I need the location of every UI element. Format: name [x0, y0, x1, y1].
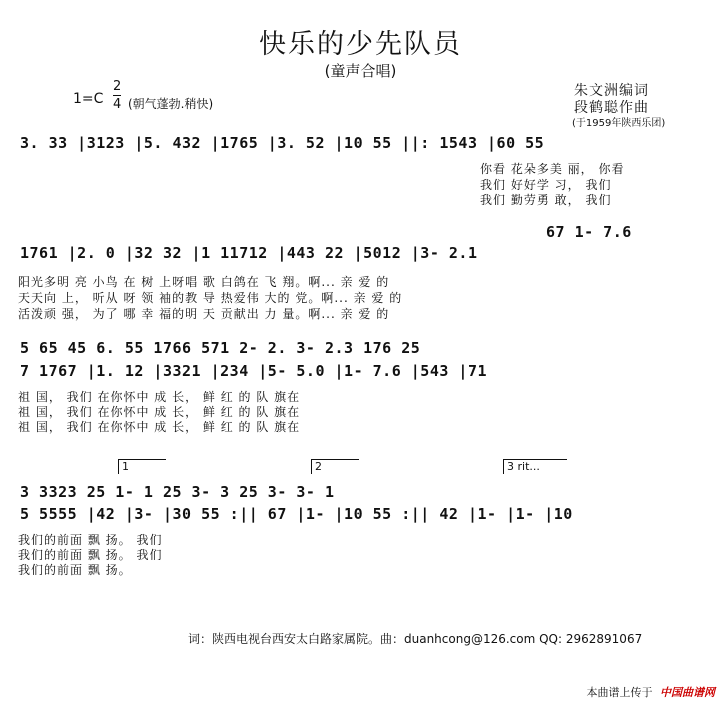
- tempo-marking: (朝气蓬勃.稍快): [128, 97, 214, 111]
- system1-notes: 3. 33 |3123 |5. 432 |1765 |3. 52 |10 55 ||: 1543 |60 55: [20, 134, 545, 152]
- system4-lyric-verse1: 我们的前面 飘 扬。 我们: [18, 533, 163, 547]
- system2-notes: 1761 |2. 0 |32 32 |1 11712 |443 22 |5012 |3- 2.1: [20, 244, 478, 262]
- system4-upper-voice: 3 3323 25 1- 1 25 3- 3 25 3- 3- 1: [20, 483, 335, 501]
- song-title: 快乐的少先队员: [259, 29, 462, 60]
- lyricist: 朱文洲编词: [574, 83, 649, 99]
- key-signature: 1=C: [73, 91, 104, 107]
- system2-lyric-verse2: 天天向 上， 听从 呀 领 袖的教 导 热爱伟 大的 党。啊... 亲 爱 的: [18, 291, 403, 305]
- volta-ending-1: 1: [118, 459, 166, 474]
- system1-lyric-verse3: 我们 勤劳勇 敢， 我们: [480, 193, 612, 207]
- system3-lyric-verse3: 祖 国， 我们 在你怀中 成 长， 鲜 红 的 队 旗在: [18, 420, 301, 434]
- system3-upper-voice: 5 65 45 6. 55 1766 571 2- 2. 3- 2.3 176 25: [20, 339, 421, 357]
- system3-notes: 7 1767 |1. 12 |3321 |234 |5- 5.0 |1- 7.6 |543 |71: [20, 362, 488, 380]
- meter-bottom: 4: [113, 97, 122, 112]
- song-subtitle: (童声合唱): [324, 62, 397, 80]
- system1-lyric-verse2: 我们 好好学 习， 我们: [480, 178, 612, 192]
- site-logo[interactable]: 中国曲谱网: [660, 686, 715, 699]
- system4-lyric-verse3: 我们的前面 飘 扬。: [18, 563, 132, 577]
- system2-lyric-verse3: 活泼顽 强， 为了 哪 幸 福的明 天 贡献出 力 量。啊... 亲 爱 的: [18, 307, 390, 321]
- upload-label: 本曲谱上传于: [586, 686, 653, 699]
- system2-lyric-verse1: 阳光多明 亮 小鸟 在 树 上呀唱 歌 白鸽在 飞 翔。啊... 亲 爱 的: [18, 275, 390, 289]
- composer: 段鹤聪作曲: [574, 100, 649, 116]
- time-signature: [113, 78, 121, 113]
- volta-ending-3: 3 rit...: [503, 459, 567, 474]
- system3-lyric-verse2: 祖 国， 我们 在你怀中 成 长， 鲜 红 的 队 旗在: [18, 405, 301, 419]
- system3-lyric-verse1: 祖 国， 我们 在你怀中 成 长， 鲜 红 的 队 旗在: [18, 390, 301, 404]
- system4-lyric-verse2: 我们的前面 飘 扬。 我们: [18, 548, 163, 562]
- system4-notes: 5 5555 |42 |3- |30 55 :|| 67 |1- |10 55 :|| 42 |1- |1- |10: [20, 505, 573, 523]
- meter-top: 2: [113, 79, 122, 94]
- upload-notice: [587, 684, 716, 700]
- system2-upper-voice: 67 1- 7.6: [546, 223, 632, 241]
- volta-ending-2: 2: [311, 459, 359, 474]
- premiere-note: (于1959年陕西乐团): [572, 118, 666, 129]
- system1-lyric-verse1: 你看 花朵多美 丽， 你看: [480, 162, 625, 176]
- footer-credits: 词：陕西电视台西安太白路家属院。曲：duanhcong@126.com QQ: 2962891067: [188, 632, 643, 646]
